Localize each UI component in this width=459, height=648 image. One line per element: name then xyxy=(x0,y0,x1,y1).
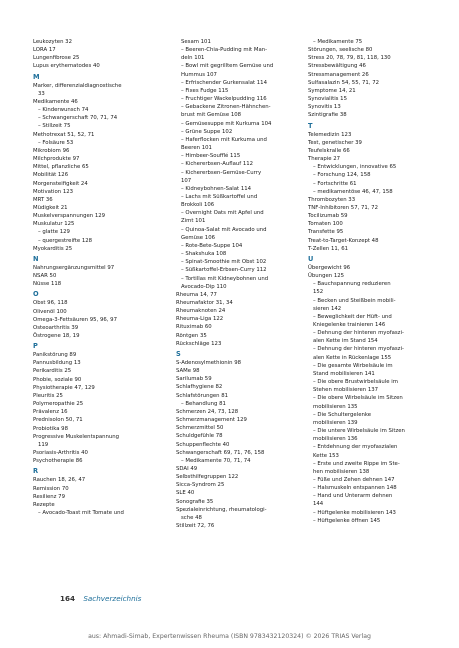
index-entry: Röntgen 35 xyxy=(176,332,207,339)
index-entry: Sarilumab 59 xyxy=(176,376,212,383)
index-entry: deln 101 xyxy=(181,55,205,62)
index-entry: Brokkoli 106 xyxy=(181,202,215,209)
index-entry: sche 48 xyxy=(181,514,202,521)
index-entry: Östrogene 18, 19 xyxy=(33,333,80,339)
index-entry: – Tortillas mit Kidneybohnen und xyxy=(181,275,269,282)
index-entry: Nüsse 118 xyxy=(33,281,62,288)
index-entry: Stehen mobilisieren 137 xyxy=(313,387,379,394)
index-entry: Transfette 95 xyxy=(308,229,344,236)
index-column-2 xyxy=(176,38,302,530)
index-entry: – Folsäure 53 xyxy=(38,139,74,146)
index-entry: Beeren 101 xyxy=(181,145,212,152)
index-entry: Treat-to-Target-Konzept 48 xyxy=(308,237,379,244)
index-entry: Zimt 101 xyxy=(181,218,206,225)
index-entry: Schmerzmittel 50 xyxy=(176,425,224,432)
index-entry: Muskelverspannungen 129 xyxy=(33,213,106,220)
index-entry: Obst 96, 118 xyxy=(33,300,68,307)
index-entry: – Die obere Brustwirbelsäule im xyxy=(313,379,398,386)
index-entry: – Medikamente 75 xyxy=(313,39,363,45)
index-entry: mobilisieren 139 xyxy=(313,419,358,426)
index-entry: Rheumafaktor 31, 34 xyxy=(176,300,233,306)
index-entry: – Die obere Wirbelsäule im Sitzen xyxy=(313,395,403,402)
index-entry: Mobilität 126 xyxy=(33,172,69,179)
index-entry: hen mobilisieren 138 xyxy=(313,468,370,475)
index-entry: mobilisieren 135 xyxy=(313,403,358,410)
index-entry: – Kichererbsen-Gemüse-Curry xyxy=(181,169,262,176)
copyright-credit: aus: Ahmadi-Simab, Expertenwissen Rheuma (ISBN 9783432120324) © 2026 TRIAS Verlag xyxy=(88,633,371,640)
index-entry: – Rote-Bete-Suppe 104 xyxy=(181,242,243,249)
index-entry: Pleuritis 25 xyxy=(33,392,63,399)
index-entry: Resilienz 79 xyxy=(33,493,65,500)
index-entry: Pannusbildung 13 xyxy=(33,360,81,367)
index-entry: – Stillzeit 75 xyxy=(38,123,71,130)
index-entry: Störungen, seelische 80 xyxy=(308,47,373,54)
index-entry: – Gemüsesuppe mit Kurkuma 104 xyxy=(181,120,272,127)
index-entry: Thrombozyten 33 xyxy=(308,196,356,203)
index-entry: Schwangerschaft 69, 71, 76, 158 xyxy=(176,449,265,456)
index-entry: Panikstörung 89 xyxy=(33,352,77,359)
index-entry: 107 xyxy=(181,177,192,184)
index-entry: Spezialeinrichtung, rheumatologi- xyxy=(176,506,267,513)
index-entry: – quergestreifte 128 xyxy=(38,237,93,244)
index-entry: Schlafhygiene 82 xyxy=(176,384,223,391)
index-entry: – Overnight Oats mit Apfel und xyxy=(181,210,264,217)
index-entry: – Süßkartoffel-Erbsen-Curry 112 xyxy=(181,267,267,274)
index-entry: TNF-Inhibitoren 57, 71, 72 xyxy=(308,204,378,211)
index-entry: Telemedizin 123 xyxy=(308,131,352,138)
index-entry: Synovitis 13 xyxy=(308,104,341,111)
index-entry: Tomaten 100 xyxy=(308,221,343,228)
index-entry: – Behandlung 81 xyxy=(181,400,226,407)
index-entry: Müdigkeit 21 xyxy=(33,204,68,211)
index-entry: – Fortschritte 61 xyxy=(313,180,357,187)
index-entry: – Beeren-Chia-Pudding mit Man- xyxy=(181,47,268,54)
index-entry: Stillzeit 72, 76 xyxy=(176,523,215,530)
index-entry: – Medikamente 70, 71, 74 xyxy=(181,457,251,464)
index-letter-heading: P xyxy=(33,342,38,351)
index-entry: – Bowl mit gegrilltem Gemüse und xyxy=(181,63,274,70)
index-entry: SLE 40 xyxy=(176,490,195,497)
index-entry: sieren 142 xyxy=(313,305,342,312)
index-entry: – glatte 129 xyxy=(38,229,70,236)
index-entry: – Gebackene Zitronen-Hähnchen- xyxy=(181,104,271,111)
index-entry: Psychotherapie 86 xyxy=(33,458,83,465)
index-entry: Leukozyten 32 xyxy=(33,39,72,45)
index-entry: Gemüse 106 xyxy=(181,234,215,241)
index-entry: – Fixes Fudge 115 xyxy=(181,87,229,94)
index-entry: Prednisolon 50, 71 xyxy=(33,417,83,424)
index-entry: Sicca-Syndrom 25 xyxy=(176,482,225,489)
index-entry: Kette 153 xyxy=(313,452,339,459)
index-entry: Motivation 123 xyxy=(33,188,74,195)
index-entry: Schuppenflechte 40 xyxy=(176,441,230,448)
index-entry: Physiotherapie 47, 129 xyxy=(33,384,95,391)
index-entry: Stand mobilisieren 141 xyxy=(313,370,375,377)
index-entry: Nahrungsergänzungsmittel 97 xyxy=(33,264,115,271)
index-entry: – Haferflocken mit Kurkuma und xyxy=(181,136,267,143)
index-entry: – Die untere Wirbelsäule im Sitzen xyxy=(313,428,405,435)
index-entry: Myokarditis 25 xyxy=(33,245,73,252)
index-entry: – Grüne Suppe 102 xyxy=(181,128,233,135)
index-entry: Avocado-Dip 110 xyxy=(181,283,227,290)
index-entry: Schmerzmanagement 129 xyxy=(176,417,247,424)
index-entry: Schmerzen 24, 73, 128 xyxy=(176,408,239,415)
index-entry: Stressbewältigung 46 xyxy=(308,63,366,70)
index-entry: Hummus 107 xyxy=(181,71,217,78)
index-entry: mobilisieren 136 xyxy=(313,436,358,443)
index-entry: – Die gesamte Wirbelsäule im xyxy=(313,362,393,369)
index-entry: Probiotika 98 xyxy=(33,425,68,432)
index-entry: – Fruchtiger Wackelpudding 116 xyxy=(181,96,267,103)
index-entry: Rheuma-Liga 122 xyxy=(176,316,224,323)
index-entry: Schuldgefühle 78 xyxy=(176,433,223,440)
index-entry: 119 xyxy=(38,441,49,448)
index-entry: Psoriasis-Arthritis 40 xyxy=(33,450,88,457)
index-entry: – Himbeer-Soufflé 115 xyxy=(181,153,241,160)
index-entry: – Lachs mit Süßkartoffel und xyxy=(181,193,258,200)
index-entry: Sulfasalazin 54, 55, 71, 72 xyxy=(308,79,380,86)
index-entry: Lungenfibrose 25 xyxy=(33,55,80,62)
index-entry: Sonografie 35 xyxy=(176,498,214,505)
index-entry: – Beweglichkeit der Hüft- und xyxy=(313,313,392,320)
index-entry: Stress 20, 78, 79, 81, 118, 130 xyxy=(308,55,391,62)
index-entry: Kniegelenke trainieren 146 xyxy=(313,322,386,328)
index-letter-heading: O xyxy=(33,290,39,299)
index-entry: Lupus erythematodes 40 xyxy=(33,63,100,70)
index-entry: Schlafstörungen 81 xyxy=(176,392,229,399)
index-entry: – Becken und Steißbein mobili- xyxy=(313,297,396,304)
index-entry: brust mit Gemüse 108 xyxy=(181,112,242,119)
index-entry: – Erfrischender Gurkensalat 114 xyxy=(181,79,267,86)
index-entry: Tocilizumab 59 xyxy=(308,213,348,220)
index-letter-heading: S xyxy=(176,349,181,358)
index-entry: Progressive Muskelentspannung xyxy=(33,433,120,440)
index-entry: Osteoarthritis 39 xyxy=(33,324,79,331)
index-entry: – Die Schultergelenke xyxy=(313,411,372,418)
index-entry: Übergewicht 96 xyxy=(308,264,351,271)
index-letter-heading: R xyxy=(33,467,39,476)
index-entry: Medikamente 46 xyxy=(33,98,78,105)
index-entry: – Hüftgelenke öffnen 145 xyxy=(313,517,381,524)
index-entry: 152 xyxy=(313,289,324,296)
index-entry: Marker, differenzialdiagnostische xyxy=(33,82,122,89)
index-entry: Teufelskralle 66 xyxy=(308,147,350,154)
index-entry: Rauchen 18, 26, 47 xyxy=(33,477,86,484)
index-entry: Test, genetischer 39 xyxy=(308,139,362,146)
index-entry: Polymeropathie 25 xyxy=(33,401,84,408)
index-letter-heading: N xyxy=(33,254,39,263)
index-entry: Rückschläge 123 xyxy=(176,340,222,347)
index-entry: Perikarditis 25 xyxy=(33,368,72,375)
index-entry: 33 xyxy=(38,90,45,97)
section-title: Sachverzeichnis xyxy=(83,594,142,603)
index-entry: Stressmanagement 26 xyxy=(308,71,369,78)
index-column-1 xyxy=(33,38,163,517)
index-letter-heading: U xyxy=(308,254,314,263)
index-entry: alen Kette im Stand 154 xyxy=(313,338,378,345)
index-entry: Rituximab 60 xyxy=(176,324,212,331)
index-entry: Prävalenz 16 xyxy=(33,409,68,416)
index-entry: – Bauchspannung reduzieren xyxy=(313,281,391,288)
page-number: 164 xyxy=(60,594,76,603)
index-entry: Milchprodukte 97 xyxy=(33,156,80,163)
index-entry: – Halsmuskeln entspannen 148 xyxy=(313,485,397,492)
index-entry: Synovialitis 15 xyxy=(308,96,347,103)
index-entry: Selbsthilfegruppen 122 xyxy=(176,474,239,481)
index-entry: – Hüftgelenke mobilisieren 143 xyxy=(313,509,396,516)
index-entry: Übungen 125 xyxy=(308,273,345,280)
index-entry: Rheumaknoten 24 xyxy=(176,308,226,315)
index-entry: – Entdehnung der myofaszialen xyxy=(313,444,398,451)
index-entry: – Kidneybohnen-Salat 114 xyxy=(181,185,252,192)
index-letter-heading: T xyxy=(308,121,313,130)
index-entry: – Spinat-Smoothie mit Obst 102 xyxy=(181,259,267,266)
index-entry: Muskulatur 125 xyxy=(33,221,75,228)
index-entry: – Füße und Zehen dehnen 147 xyxy=(313,476,395,483)
index-entry: – Shakshuka 108 xyxy=(181,251,227,258)
index-entry: S-Adenosylmethionin 98 xyxy=(176,359,242,366)
index-entry: LORA 17 xyxy=(33,47,56,54)
index-entry: Olivenöl 100 xyxy=(33,308,67,315)
index-entry: – Forschung 124, 158 xyxy=(313,172,371,179)
index-entry: Mikrobiom 96 xyxy=(33,147,70,154)
index-entry: – Kinderwunsch 74 xyxy=(38,107,89,114)
index-entry: Morgensteifigkeit 24 xyxy=(33,180,88,187)
index-entry: MRT 36 xyxy=(33,196,53,203)
index-entry: NSAR 50 xyxy=(33,273,57,280)
page-footer xyxy=(60,594,141,603)
index-entry: Remission 70 xyxy=(33,485,69,492)
index-entry: Rheuma 14, 77 xyxy=(176,291,217,298)
index-entry: SAMe 98 xyxy=(176,368,200,375)
index-entry: – Avocado-Toast mit Tomate und xyxy=(38,509,124,516)
index-entry: Sesam 101 xyxy=(181,39,211,45)
index-entry: – Erste und zweite Rippe im Ste- xyxy=(313,460,400,467)
index-entry: T-Zellen 11, 61 xyxy=(308,245,348,252)
index-entry: – Kichererbsen-Auflauf 112 xyxy=(181,161,254,168)
index-entry: – medikamentöse 46, 47, 158 xyxy=(313,188,393,195)
index-column-3 xyxy=(308,38,436,525)
index-entry: SDAI 49 xyxy=(176,465,198,472)
index-entry: 144 xyxy=(313,501,324,508)
index-entry: Rezepte xyxy=(33,501,55,508)
index-entry: Symptome 14, 21 xyxy=(308,87,356,94)
index-letter-heading: M xyxy=(33,72,40,81)
index-entry: – Dehnung der hinteren myofaszi- xyxy=(313,346,404,353)
index-entry: – Quinoa-Salat mit Avocado und xyxy=(181,226,267,233)
index-entry: alen Kette in Rückenlage 155 xyxy=(313,354,392,361)
index-entry: Omega-3-Fettsäuren 95, 96, 97 xyxy=(33,316,117,323)
index-entry: Phobie, soziale 90 xyxy=(33,376,82,383)
index-entry: – Dehnung der hinteren myofaszi- xyxy=(313,330,404,337)
index-entry: – Schwangerschaft 70, 71, 74 xyxy=(38,115,118,122)
index-entry: – Hand und Unterarm dehnen xyxy=(313,493,393,500)
index-entry: Methotrexat 51, 52, 71 xyxy=(33,131,95,138)
index-entry: Mittel, pflanzliche 65 xyxy=(33,164,89,171)
index-entry: – Entwicklungen, innovative 65 xyxy=(313,164,397,171)
index-entry: Szintigrafie 38 xyxy=(308,112,347,119)
index-entry: Therapie 27 xyxy=(308,156,341,163)
